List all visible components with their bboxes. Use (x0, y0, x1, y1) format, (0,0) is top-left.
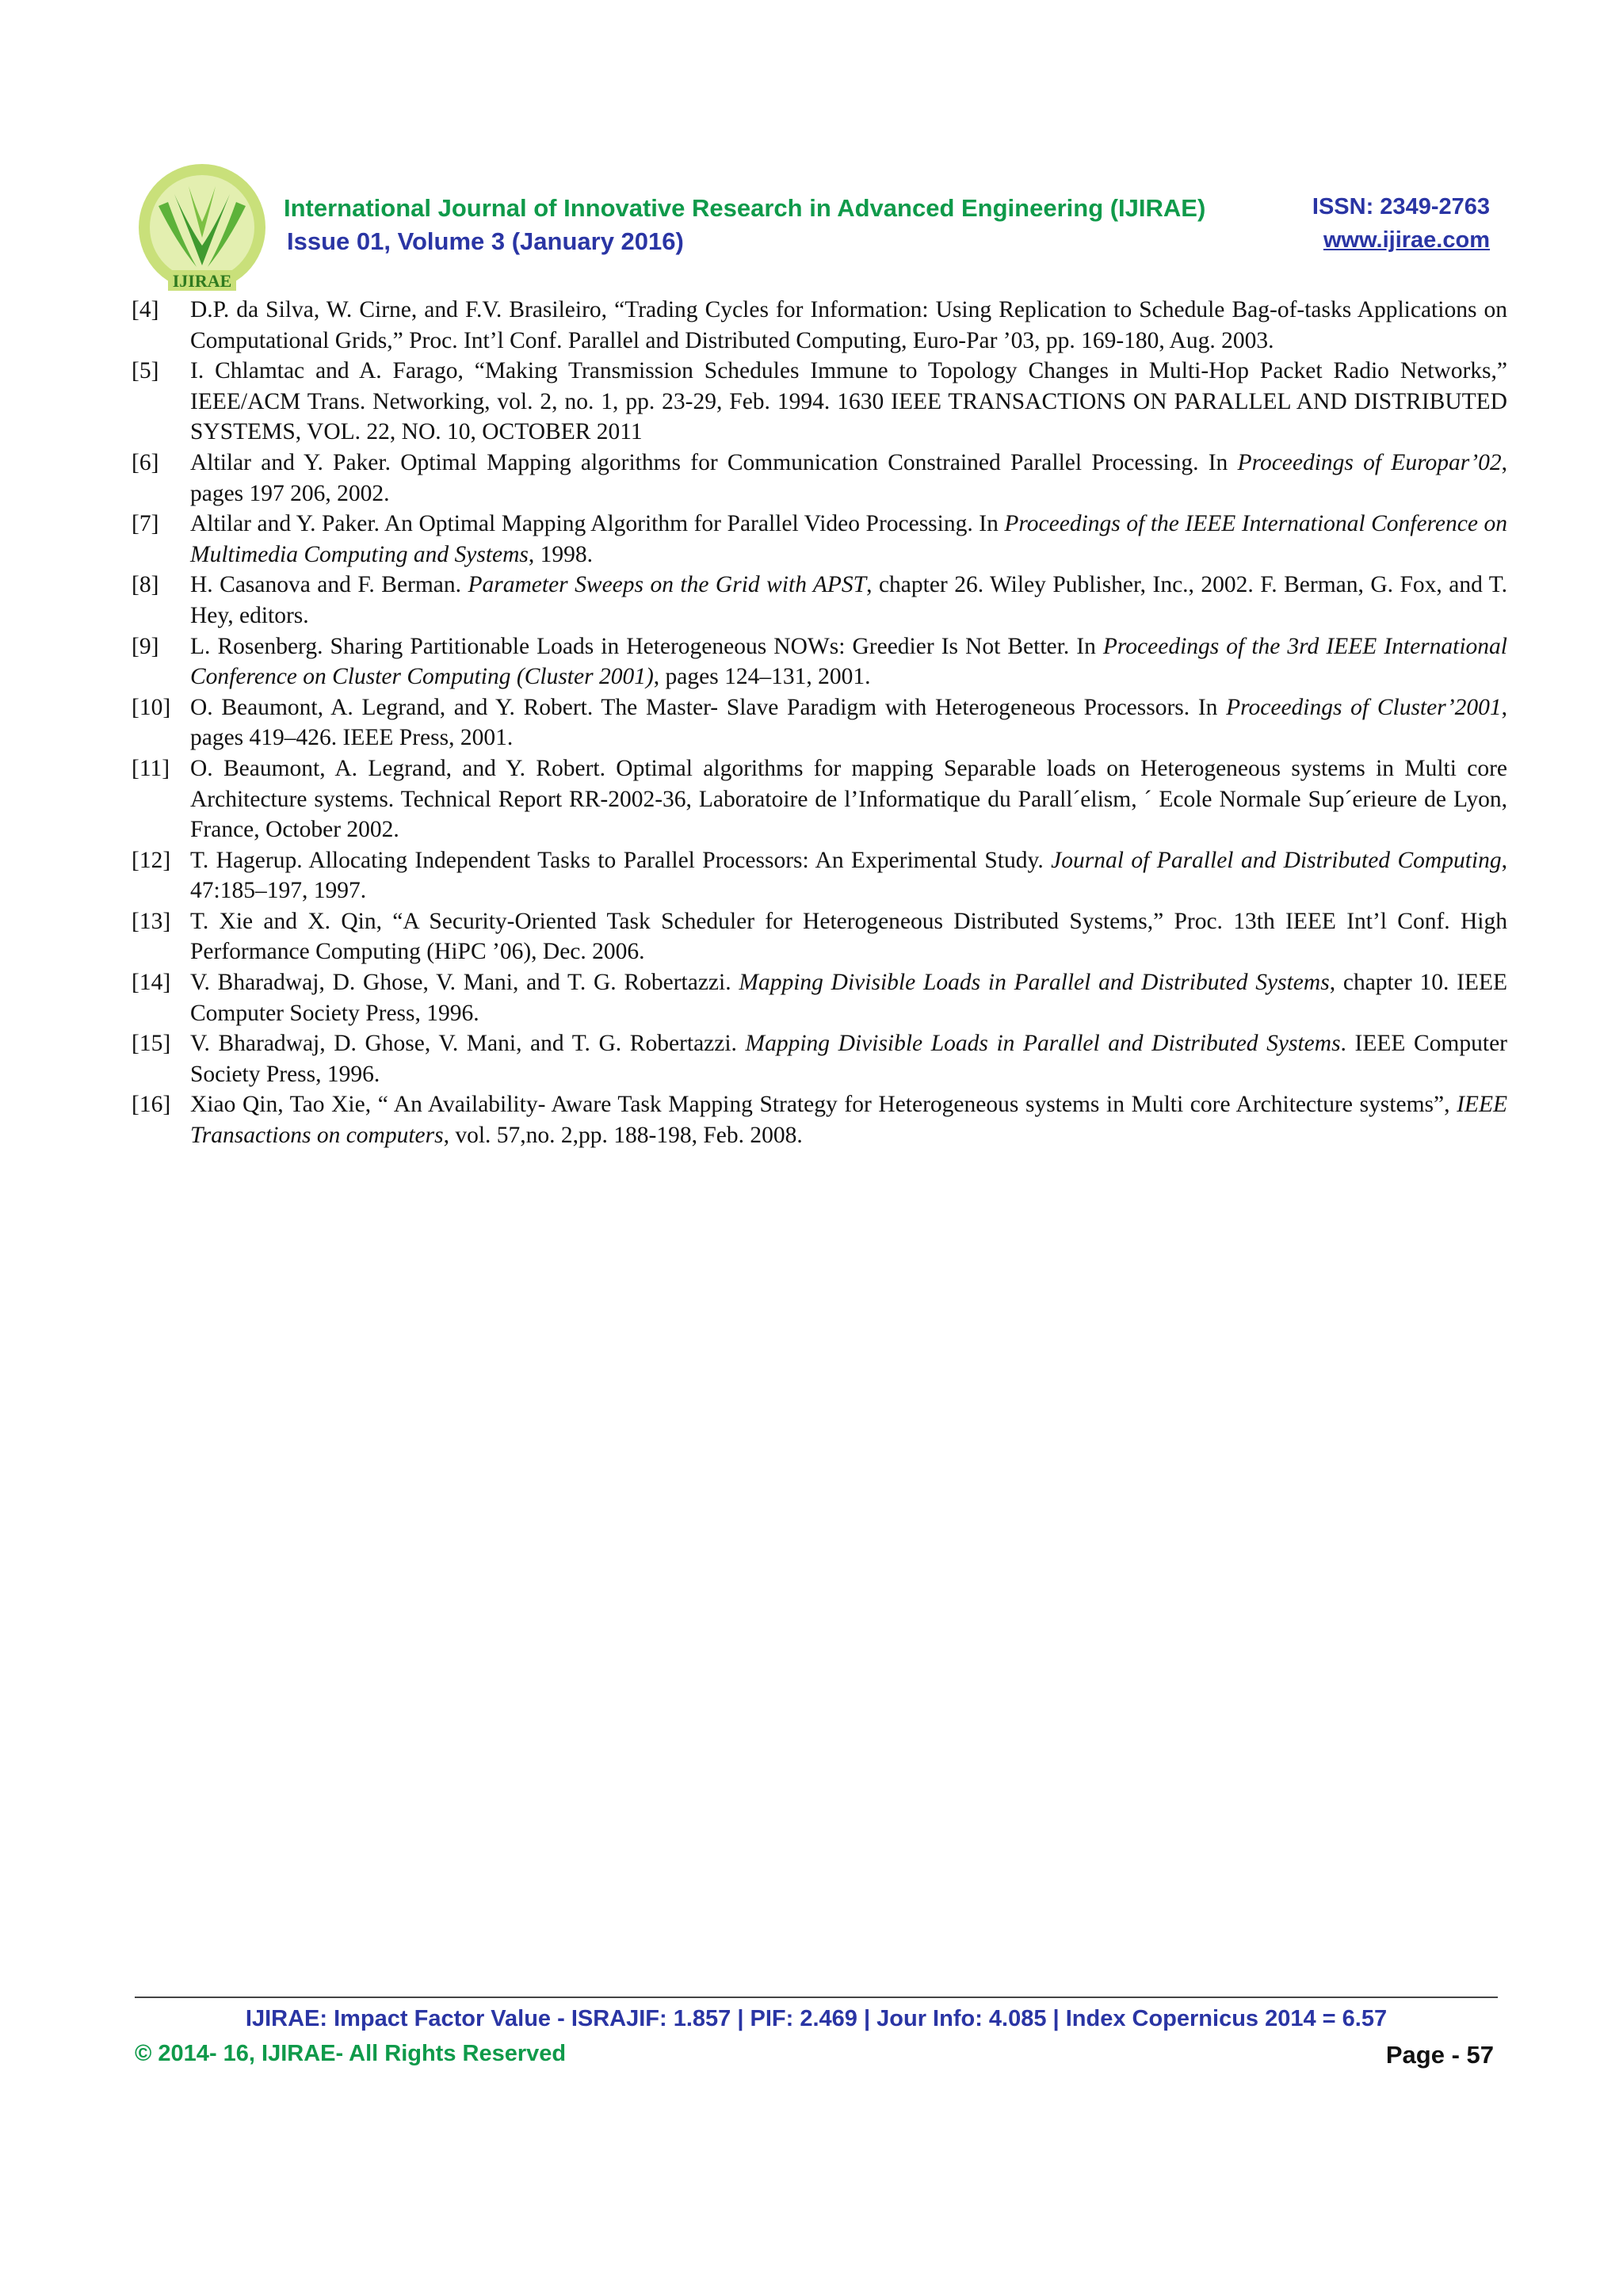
reference-segment: , chapter 10. IEEE Computer Society Press, 1996. (190, 970, 1507, 1026)
reference-segment: L. Rosenberg. Sharing Partitionable Loads in Heterogeneous NOWs: Greedier Is Not Better. In (190, 633, 1103, 659)
reference-number: [6] (132, 449, 159, 475)
reference-segment: V. Bharadwaj, D. Ghose, V. Mani, and T. G. Robertazzi. (190, 970, 739, 996)
reference-italic-segment: IEEE Transactions on computers (190, 1092, 1507, 1149)
reference-text (190, 692, 1507, 753)
reference-number: [11] (132, 755, 170, 781)
reference-number: [7] (132, 511, 159, 537)
ijirae-logo (127, 162, 277, 297)
reference-italic-segment: Proceedings of Europar’02 (1237, 449, 1502, 475)
reference-italic-segment: Journal of Parallel and Distributed Computing (1051, 847, 1502, 873)
reference-segment: , chapter 26. Wiley Publisher, Inc., 2002. F. Berman, G. Fox, and T. Hey, editors. (190, 572, 1507, 628)
reference-number: [9] (132, 633, 159, 659)
reference-list (127, 295, 1507, 1151)
reference-number: [12] (132, 847, 171, 873)
reference-segment: T. Xie and X. Qin, “A Security-Oriented Task Scheduler for Heterogeneous Distributed Systems,” Proc. 13th IEEE Int’l Conf. High Performance Computing (HiPC ’06), Dec. 2006. (190, 908, 1507, 965)
reference-text (190, 295, 1507, 356)
issue-info: Issue 01, Volume 3 (January 2016) (287, 227, 684, 255)
reference-segment: O. Beaumont, A. Legrand, and Y. Robert. The Master- Slave Paradigm with Heterogeneous Processors. In (190, 694, 1227, 720)
reference-item (127, 967, 1507, 1028)
reference-item (127, 753, 1507, 845)
reference-item (127, 1028, 1507, 1089)
reference-number: [5] (132, 358, 159, 384)
reference-item (127, 448, 1507, 509)
reference-item (127, 356, 1507, 448)
page-number: Page - 57 (1385, 2041, 1494, 2069)
reference-segment: H. Casanova and F. Berman. (190, 572, 468, 598)
reference-segment: D.P. da Silva, W. Cirne, and F.V. Brasileiro, “Trading Cycles for Information: Using Replication to Schedule Bag-of-tasks Applications on Computational Grids,” Proc. Int’l Conf. Parallel and Distributed Computing, Euro-Par ’03, pp. 169-180, Aug. 2003. (190, 297, 1507, 353)
reference-segment: , pages 419–426. IEEE Press, 2001. (190, 694, 1507, 751)
reference-item (127, 509, 1507, 570)
reference-text (190, 753, 1507, 845)
reference-text (190, 570, 1507, 631)
reference-segment: I. Chlamtac and A. Farago, “Making Transmission Schedules Immune to Topology Changes in Multi-Hop Packet Radio Networks,” IEEE/ACM Trans. Networking, vol. 2, no. 1, pp. 23-29, Feb. 1994. 1630 IEEE TRANSACTIONS ON PARALLEL AND DISTRIBUTED SYSTEMS, VOL. 22, NO. 10, OCTOBER 2011 (190, 358, 1507, 445)
reference-segment: . IEEE Computer Society Press, 1996. (190, 1031, 1507, 1087)
reference-number: [10] (132, 694, 171, 720)
reference-segment: , 1998. (528, 541, 594, 567)
reference-italic-segment: Proceedings of Cluster’2001 (1226, 694, 1502, 720)
reference-number: [13] (132, 908, 171, 934)
website-link[interactable]: www.ijirae.com (1323, 227, 1490, 253)
reference-segment: , vol. 57,no. 2,pp. 188-198, Feb. 2008. (443, 1123, 803, 1149)
footer-copyright: © 2014- 16, IJIRAE- All Rights Reserved (135, 2041, 567, 2066)
reference-item (127, 295, 1507, 356)
reference-item (127, 631, 1507, 692)
reference-italic-segment: Mapping Divisible Loads in Parallel and Distributed Systems (739, 970, 1330, 996)
reference-segment: Xiao Qin, Tao Xie, “ An Availability- Aware Task Mapping Strategy for Heterogeneous systems in Multi core Architecture systems”, (190, 1092, 1457, 1118)
reference-item (127, 906, 1507, 967)
reference-text (190, 906, 1507, 967)
reference-number: [16] (132, 1092, 171, 1118)
footer-divider (135, 1997, 1498, 1998)
reference-text (190, 448, 1507, 509)
journal-title: International Journal of Innovative Research in Advanced Engineering (IJIRAE) (284, 194, 1206, 222)
reference-item (127, 692, 1507, 753)
reference-text (190, 845, 1507, 906)
reference-segment: , pages 124–131, 2001. (653, 664, 871, 690)
reference-number: [14] (132, 970, 171, 996)
reference-item (127, 845, 1507, 906)
reference-segment: V. Bharadwaj, D. Ghose, V. Mani, and T. G. Robertazzi. (190, 1031, 746, 1057)
logo-text: IJIRAE (172, 271, 232, 291)
reference-segment: Altilar and Y. Paker. An Optimal Mapping Algorithm for Parallel Video Processing. In (190, 511, 1005, 537)
reference-segment: O. Beaumont, A. Legrand, and Y. Robert. Optimal algorithms for mapping Separable loads on Heterogeneous systems in Multi core Architecture systems. Technical Report RR-2002-36, Laboratoire de l’Informatique du Parall´elism, ´ Ecole Normale Sup´erieure de Lyon, France, October 2002. (190, 755, 1507, 843)
reference-text (190, 967, 1507, 1028)
reference-text (190, 1089, 1507, 1150)
reference-number: [15] (132, 1031, 171, 1057)
reference-item (127, 1089, 1507, 1150)
reference-italic-segment: Mapping Divisible Loads in Parallel and Distributed Systems (745, 1031, 1341, 1057)
reference-segment: T. Hagerup. Allocating Independent Tasks to Parallel Processors: An Experimental Study. (190, 847, 1052, 873)
page-header (127, 162, 1490, 289)
reference-italic-segment: Parameter Sweeps on the Grid with APST (468, 572, 867, 598)
reference-segment: , pages 197 206, 2002. (190, 449, 1507, 506)
reference-text (190, 356, 1507, 448)
reference-number: [4] (132, 297, 159, 322)
reference-segment: Altilar and Y. Paker. Optimal Mapping algorithms for Communication Constrained Parallel Processing. In (190, 449, 1238, 475)
reference-text (190, 1028, 1507, 1089)
reference-number: [8] (132, 572, 159, 598)
issn: ISSN: 2349-2763 (1312, 194, 1490, 219)
reference-text (190, 631, 1507, 692)
reference-item (127, 570, 1507, 631)
footer-metrics: IJIRAE: Impact Factor Value - ISRAJIF: 1.857 | PIF: 2.469 | Jour Info: 4.085 | Index Copernicus 2014 = 6.57 (245, 2006, 1388, 2031)
reference-text (190, 509, 1507, 570)
reference-italic-segment: Proceedings of the IEEE International Conference on Multimedia Computing and Systems (190, 511, 1507, 567)
reference-segment: , 47:185–197, 1997. (190, 847, 1507, 904)
reference-italic-segment: Proceedings of the 3rd IEEE International Conference on Cluster Computing (Cluster 2001) (190, 633, 1507, 690)
